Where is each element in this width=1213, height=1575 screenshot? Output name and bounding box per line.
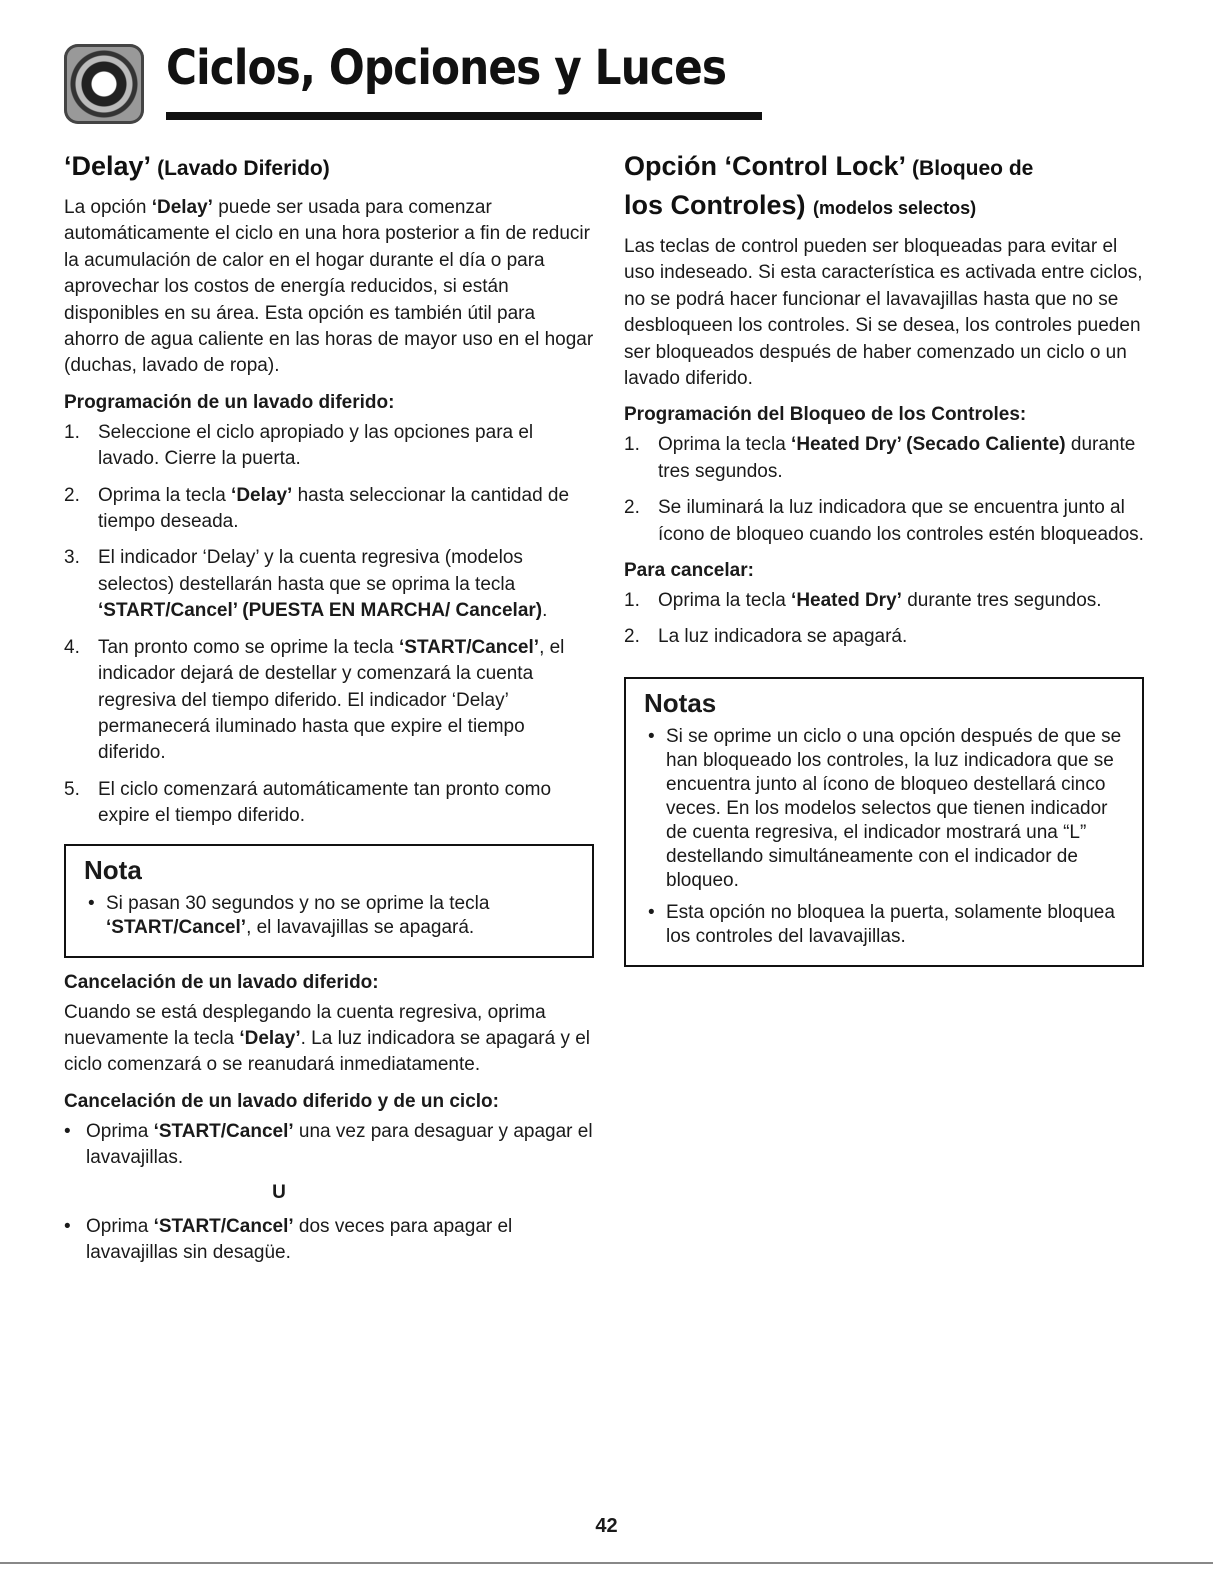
bottom-divider [0,1562,1213,1564]
list-item: 1. Oprima la tecla ‘Heated Dry’ (Secado Caliente) durante tres segundos. [624,434,1136,482]
or-separator: U [272,1181,286,1203]
note-list [84,892,574,940]
notes-list [644,725,1124,949]
delay-cancel-text: Cuando se está desplegando la cuenta regresiva, oprima nuevamente la tecla ‘Delay’. La luz indicadora se apagará y el ciclo comenzará o se reanudará inmediatamente. [64,1001,591,1076]
list-item: 1. Oprima la tecla ‘Heated Dry’ durante tres segundos. [624,590,1102,612]
list-item: 3. El indicador ‘Delay’ y la cuenta regresiva (modelos selectos) destellarán hasta que se oprima la tecla ‘START/Cancel’ (PUESTA EN MARCHA/ Cancelar). [64,547,548,622]
list-item: • Si pasan 30 segundos y no se oprime la tecla ‘START/Cancel’, el lavavajillas se apagará. [88,892,490,938]
delay-cycle-cancel-heading: Cancelación de un lavado diferido y de un ciclo: [64,1090,499,1112]
list-item: 4. Tan pronto como se oprime la tecla ‘START/Cancel’, el indicador dejará de destellar y comenzará la cuenta regresiva del tiempo diferido. El indicador ‘Delay’ permanecerá iluminado hasta que expire el tiempo diferido. [64,636,565,764]
list-item: 1. Seleccione el ciclo apropiado y las opciones para el lavado. Cierre la puerta. [64,421,534,470]
right-column [624,148,1144,979]
notes-box [624,677,1144,967]
control-lock-programming-heading: Programación del Bloqueo de los Controles: [624,404,1027,426]
list-item: 5. El ciclo comenzará automáticamente tan pronto como expire el tiempo diferido. [64,778,552,827]
title-underline [166,112,762,120]
notes-title: Notas [644,687,717,718]
list-item: 2. Se iluminará la luz indicadora que se encuentra junto al ícono de bloqueo cuando los controles estén bloqueados. [624,497,1144,545]
note-box [64,844,594,958]
control-lock-cancel-steps [624,588,1144,651]
page-number: 42 [595,1515,618,1537]
list-item: 2. La luz indicadora se apagará. [624,626,908,648]
list-item: • Oprima ‘START/Cancel’ dos veces para apagar el lavavajillas sin desagüe. [64,1215,513,1263]
control-lock-steps [624,432,1144,548]
delay-intro: La opción ‘Delay’ puede ser usada para comenzar automáticamente el ciclo en una hora posterior a fin de reducir la acumulación de calor en el hogar durante el día o para aprovechar los costos de energía reducidos, si están disponibles en su área. Esta opción es también útil para ahorro de agua caliente en las horas de mayor uso en el hogar (duchas, lavado de ropa). [64,197,594,377]
list-item: • Oprima ‘START/Cancel’ una vez para desaguar y apagar el lavavajillas. [64,1120,593,1169]
list-item: 2. Oprima la tecla ‘Delay’ hasta seleccionar la cantidad de tiempo deseada. [64,484,570,533]
delay-cancel-heading: Cancelación de un lavado diferido: [64,971,379,993]
control-lock-heading: Opción ‘Control Lock’ (Bloqueo de los Controles) (modelos selectos) [624,151,1034,220]
list-item: • Si se oprime un ciclo o una opción después de que se han bloqueado los controles, la luz indicadora que se encuentra junto al ícono de bloqueo destellará cinco veces. En los modelos selectos que tienen indicador de cuenta regresiva, el indicador mostrará una “L” destellando simultáneamente con el indicador de bloqueo. [648,725,1122,891]
delay-programming-heading: Programación de un lavado diferido: [64,391,395,413]
list-item: • Esta opción no bloquea la puerta, solamente bloquea los controles del lavavajillas. [648,901,1115,947]
dial-icon [64,44,144,124]
control-lock-cancel-heading: Para cancelar: [624,560,754,582]
left-column [64,148,594,1274]
delay-steps [64,420,594,830]
delay-cycle-cancel-list [64,1119,594,1172]
delay-cycle-cancel-list-2 [64,1214,594,1267]
page-title: Ciclos, Opciones y Luces [166,40,727,96]
note-title: Nota [84,854,142,885]
delay-heading: ‘Delay’ (Lavado Diferido) [64,151,330,181]
page-header [64,34,727,124]
control-lock-intro: Las teclas de control pueden ser bloqueadas para evitar el uso indeseado. Si esta característica es activada entre ciclos, no se podrá hacer funcionar el lavavajillas hasta que no se desbloqueen los controles. Si se desea, los controles pueden ser bloqueados después de haber comenzado un ciclo o un lavado diferido. [624,236,1143,390]
